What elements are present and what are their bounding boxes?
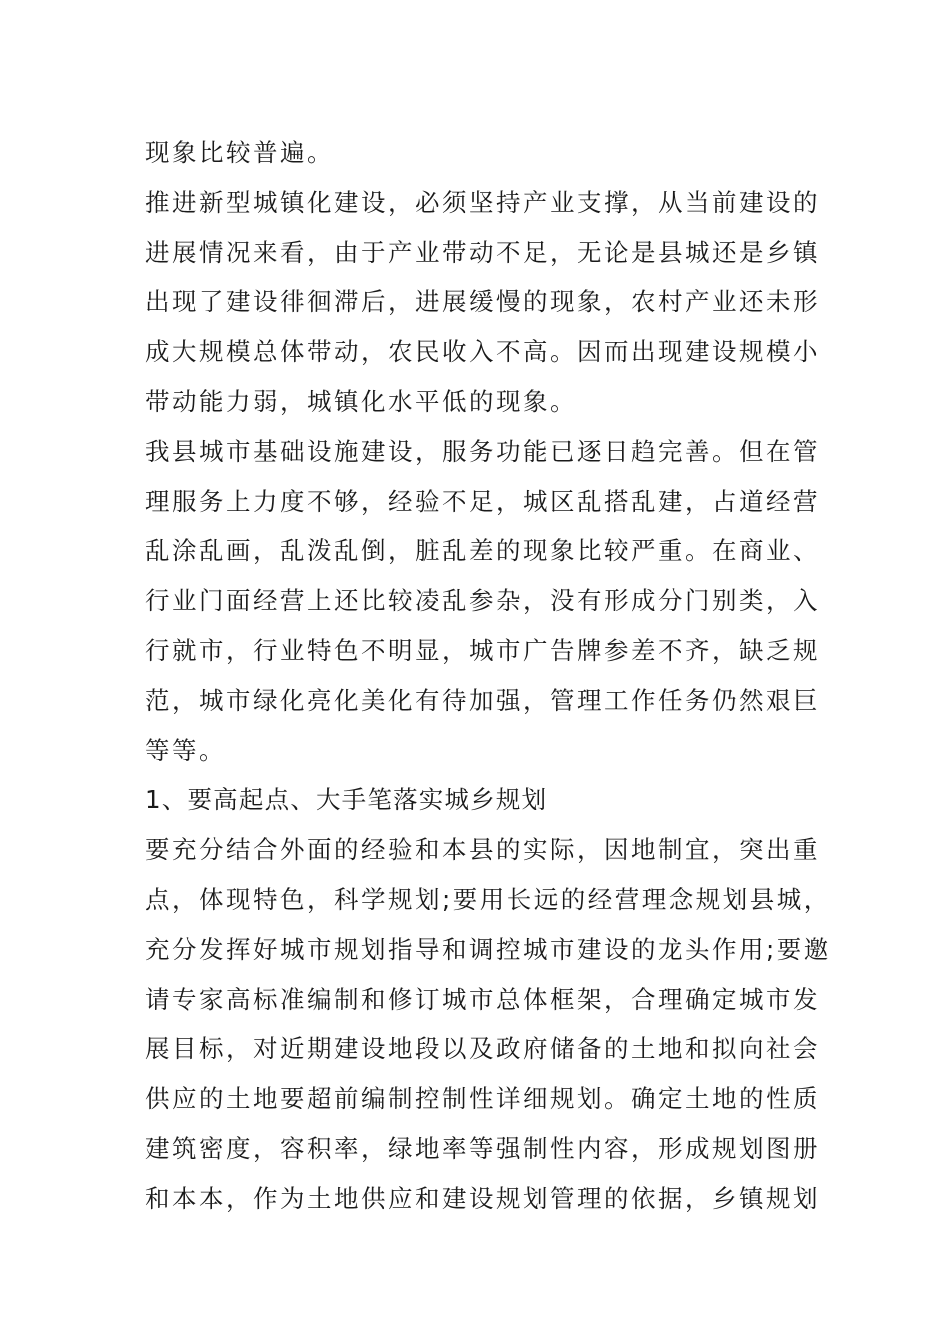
text-line: 推进新型城镇化建设，必须坚持产业支撑，从当前建设的 xyxy=(145,187,820,217)
text-line: 成大规模总体带动，农民收入不高。因而出现建设规模小 xyxy=(145,337,820,367)
text-line: 等等。 xyxy=(145,735,226,765)
text-line: 现象比较普遍。 xyxy=(145,138,334,167)
text-line: 供应的土地要超前编制控制性详细规划。确定土地的性质 xyxy=(145,1084,820,1114)
text-line: 带动能力弱，城镇化水平低的现象。 xyxy=(145,386,577,416)
text-line: 出现了建设徘徊滞后，进展缓慢的现象，农村产业还未形 xyxy=(145,287,820,317)
text-line: 行就市，行业特色不明显，城市广告牌参差不齐，缺乏规 xyxy=(145,635,820,665)
section-heading: 1、要高起点、大手笔落实城乡规划 xyxy=(145,785,548,815)
text-line: 我县城市基础设施建设，服务功能已逐日趋完善。但在管 xyxy=(145,436,820,466)
text-line: 建筑密度，容积率，绿地率等强制性内容，形成规划图册 xyxy=(145,1133,820,1163)
text-line: 范，城市绿化亮化美化有待加强，管理工作任务仍然艰巨 xyxy=(145,685,820,715)
text-line: 理服务上力度不够，经验不足，城区乱搭乱建，占道经营 xyxy=(145,486,820,516)
text-line: 充分发挥好城市规划指导和调控城市建设的龙头作用;要邀 xyxy=(145,934,831,964)
text-line: 乱涂乱画，乱泼乱倒，脏乱差的现象比较严重。在商业、 xyxy=(145,536,820,566)
text-line: 点，体现特色，科学规划;要用长远的经营理念规划县城， xyxy=(145,884,831,914)
text-line: 请专家高标准编制和修订城市总体框架，合理确定城市发 xyxy=(145,984,820,1014)
text-line: 行业门面经营上还比较凌乱参杂，没有形成分门别类，入 xyxy=(145,586,820,616)
text-line: 进展情况来看，由于产业带动不足，无论是县城还是乡镇 xyxy=(145,237,820,267)
body-text xyxy=(145,128,831,1224)
text-line: 展目标，对近期建设地段以及政府储备的土地和拟向社会 xyxy=(145,1034,820,1064)
text-line: 和本本，作为土地供应和建设规划管理的依据，乡镇规划 xyxy=(145,1183,820,1213)
text-line: 要充分结合外面的经验和本县的实际，因地制宜，突出重 xyxy=(145,835,820,865)
